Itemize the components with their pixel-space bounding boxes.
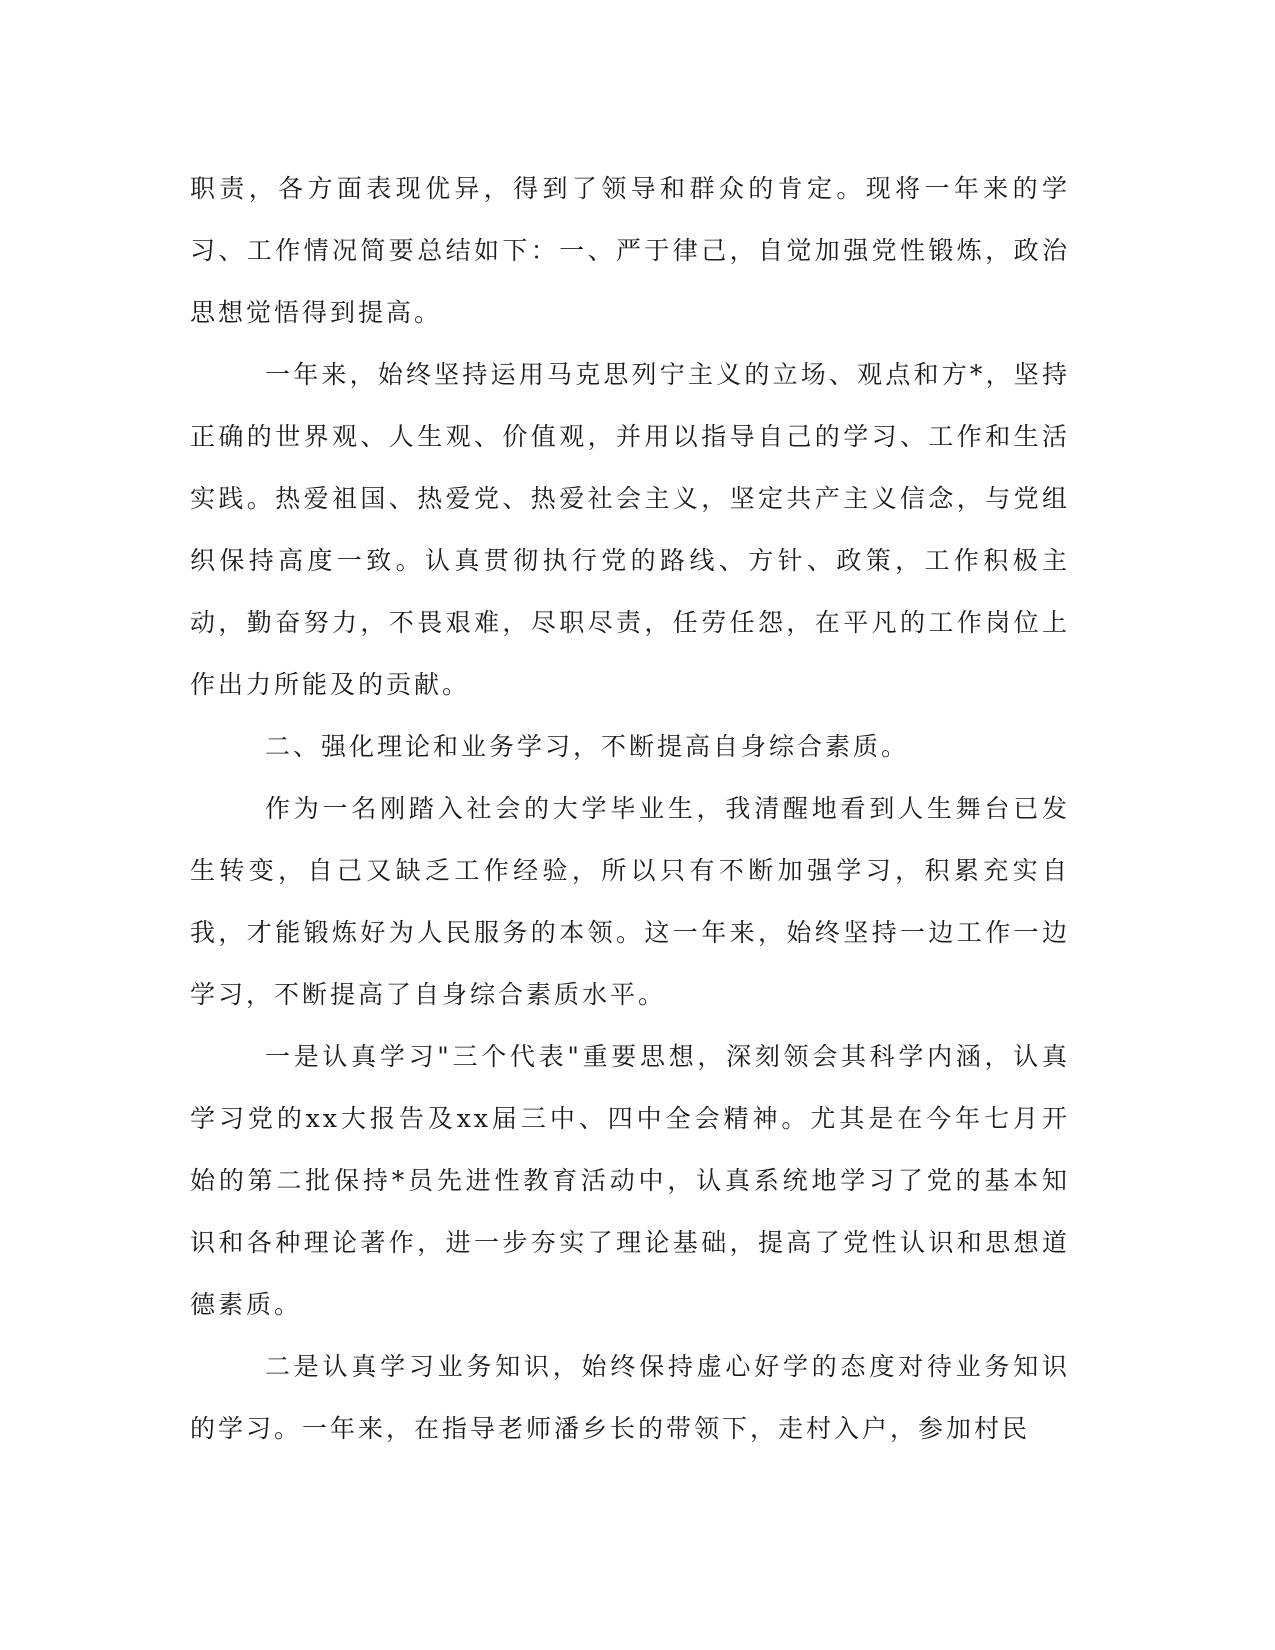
document-body bbox=[190, 158, 1070, 1460]
paragraph-1: 职责，各方面表现优异，得到了领导和群众的肯定。现将一年来的学习、工作情况简要总结如下：一、严于律己，自觉加强党性锻炼，政治思想觉悟得到提高。 bbox=[190, 174, 1070, 327]
paragraph-2: 一年来，始终坚持运用马克思列宁主义的立场、观点和方*，坚持正确的世界观、人生观、价值观，并用以指导自己的学习、工作和生活实践。热爱祖国、热爱党、热爱社会主义，坚定共产主义信念，与党组织保持高度一致。认真贯彻执行党的路线、方针、政策，工作积极主动，勤奋努力，不畏艰难，尽职尽责，任劳任怨，在平凡的工作岗位上作出力所能及的贡献。 bbox=[190, 360, 1070, 699]
paragraph-6: 二是认真学习业务知识，始终保持虚心好学的态度对待业务知识的学习。一年来，在指导老师潘乡长的带领下，走村入户，参加村民 bbox=[190, 1352, 1070, 1443]
paragraph-4: 作为一名刚踏入社会的大学毕业生，我清醒地看到人生舞台已发生转变，自己又缺乏工作经验，所以只有不断加强学习，积累充实自我，才能锻炼好为人民服务的本领。这一年来，始终坚持一边工作一边学习，不断提高了自身综合素质水平。 bbox=[190, 794, 1070, 1009]
paragraph-5: 一是认真学习"三个代表"重要思想，深刻领会其科学内涵，认真学习党的xx大报告及xx届三中、四中全会精神。尤其是在今年七月开始的第二批保持*员先进性教育活动中，认真系统地学习了党的基本知识和各种理论著作，进一步夯实了理论基础，提高了党性认识和思想道德素质。 bbox=[190, 1042, 1070, 1319]
paragraph-3-heading: 二、强化理论和业务学习，不断提高自身综合素质。 bbox=[265, 732, 910, 761]
